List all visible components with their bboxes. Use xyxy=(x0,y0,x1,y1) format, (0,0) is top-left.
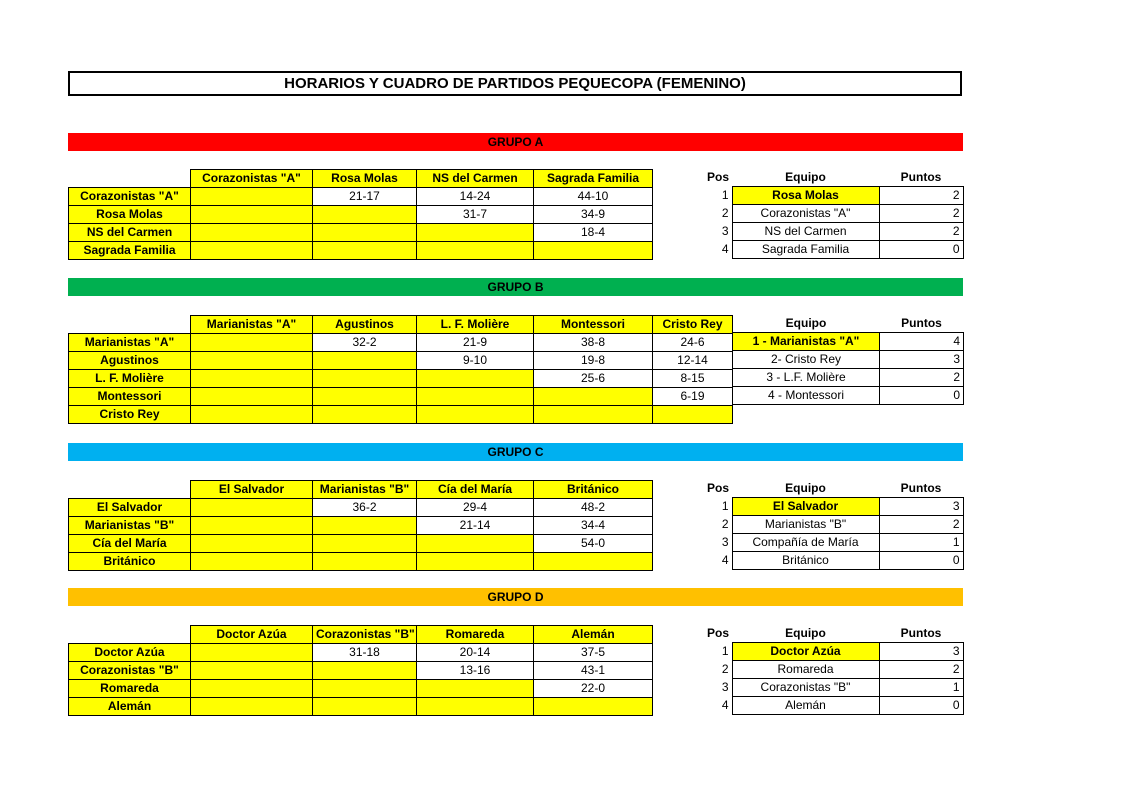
row-header: L. F. Molière xyxy=(69,370,191,388)
result-cell: 32-2 xyxy=(313,334,417,352)
pos-cell: 2 xyxy=(672,661,732,679)
group-a-band: GRUPO A xyxy=(68,133,963,151)
table-row xyxy=(69,698,653,716)
table-row xyxy=(672,205,963,223)
table-row xyxy=(672,223,963,241)
pos-cell: 2 xyxy=(672,516,732,534)
table-row xyxy=(69,242,653,260)
result-cell xyxy=(417,553,534,571)
result-cell xyxy=(191,644,313,662)
team-cell: Sagrada Familia xyxy=(732,241,879,259)
group-d-standings-table xyxy=(672,625,964,715)
table-row xyxy=(69,206,653,224)
group-b-standings-table xyxy=(732,315,964,405)
points-cell: 3 xyxy=(879,498,963,516)
team-cell: El Salvador xyxy=(732,498,879,516)
pos-cell: 4 xyxy=(672,552,732,570)
result-cell xyxy=(534,698,653,716)
table-row xyxy=(69,224,653,242)
points-cell: 0 xyxy=(879,241,963,259)
points-cell: 2 xyxy=(879,661,963,679)
result-cell: 9-10 xyxy=(417,352,534,370)
column-header: Sagrada Familia xyxy=(534,170,653,188)
row-header: Sagrada Familia xyxy=(69,242,191,260)
table-row xyxy=(672,697,963,715)
table-row xyxy=(69,388,733,406)
column-header: L. F. Molière xyxy=(417,316,534,334)
team-header: Equipo xyxy=(785,316,827,330)
row-header: Doctor Azúa xyxy=(69,644,191,662)
result-cell: 19-8 xyxy=(534,352,653,370)
result-cell xyxy=(191,388,313,406)
points-header: Puntos xyxy=(901,316,942,330)
row-header: Rosa Molas xyxy=(69,206,191,224)
row-header: Marianistas "A" xyxy=(69,334,191,352)
pos-cell: 4 xyxy=(672,697,732,715)
table-row xyxy=(69,517,653,535)
column-header: Británico xyxy=(534,481,653,499)
pos-header: Pos xyxy=(706,481,729,496)
result-cell xyxy=(534,388,653,406)
result-cell xyxy=(313,553,417,571)
column-header: Corazonistas "A" xyxy=(191,170,313,188)
result-cell xyxy=(313,242,417,260)
result-cell xyxy=(417,680,534,698)
result-cell: 31-18 xyxy=(313,644,417,662)
column-header: Marianistas "A" xyxy=(191,316,313,334)
points-header: Puntos xyxy=(900,170,942,184)
result-cell: 22-0 xyxy=(534,680,653,698)
group-c-standings-table xyxy=(672,480,964,570)
column-header: El Salvador xyxy=(191,481,313,499)
result-cell: 36-2 xyxy=(313,499,417,517)
result-cell xyxy=(313,680,417,698)
table-row xyxy=(672,516,963,534)
group-b-results-table xyxy=(68,315,733,424)
points-cell: 1 xyxy=(879,679,963,697)
result-cell xyxy=(313,206,417,224)
result-cell: 38-8 xyxy=(534,334,653,352)
column-header: Montessori xyxy=(534,316,653,334)
result-cell xyxy=(417,406,534,424)
result-cell xyxy=(534,406,653,424)
group-b-band: GRUPO B xyxy=(68,278,963,296)
team-cell: Británico xyxy=(732,552,879,570)
row-header: Corazonistas "B" xyxy=(69,662,191,680)
team-cell: Compañía de María xyxy=(732,534,879,552)
result-cell xyxy=(191,517,313,535)
points-cell: 0 xyxy=(879,697,963,715)
table-row xyxy=(69,644,653,662)
team-cell: Romareda xyxy=(732,661,879,679)
points-cell: 1 xyxy=(879,534,963,552)
result-cell xyxy=(191,698,313,716)
result-cell xyxy=(191,242,313,260)
result-cell: 29-4 xyxy=(417,499,534,517)
column-header: Romareda xyxy=(417,626,534,644)
column-header: Agustinos xyxy=(313,316,417,334)
team-header: Equipo xyxy=(785,481,826,495)
result-cell: 20-14 xyxy=(417,644,534,662)
points-cell: 3 xyxy=(880,351,964,369)
team-cell: Corazonistas "B" xyxy=(732,679,879,697)
result-cell: 44-10 xyxy=(534,188,653,206)
result-cell: 18-4 xyxy=(534,224,653,242)
result-cell: 31-7 xyxy=(417,206,534,224)
table-row xyxy=(69,680,653,698)
result-cell: 12-14 xyxy=(653,352,733,370)
result-cell xyxy=(191,406,313,424)
table-row xyxy=(672,187,963,205)
table-row xyxy=(69,188,653,206)
team-header: Equipo xyxy=(785,170,826,184)
table-row xyxy=(69,352,733,370)
result-cell: 21-17 xyxy=(313,188,417,206)
column-header: Corazonistas "B" xyxy=(313,626,417,644)
result-cell: 8-15 xyxy=(653,370,733,388)
result-cell: 43-1 xyxy=(534,662,653,680)
column-header: Cristo Rey xyxy=(653,316,733,334)
result-cell: 13-16 xyxy=(417,662,534,680)
points-cell: 2 xyxy=(880,369,964,387)
pos-cell: 2 xyxy=(672,205,732,223)
result-cell xyxy=(191,334,313,352)
result-cell xyxy=(313,698,417,716)
row-header: Marianistas "B" xyxy=(69,517,191,535)
row-header: El Salvador xyxy=(69,499,191,517)
team-cell: 4 - Montessori xyxy=(733,387,880,405)
table-row xyxy=(733,369,964,387)
result-cell xyxy=(313,352,417,370)
result-cell xyxy=(653,406,733,424)
row-header: Agustinos xyxy=(69,352,191,370)
group-d-results-table xyxy=(68,625,653,716)
points-header: Puntos xyxy=(900,481,942,495)
table-row xyxy=(672,241,963,259)
result-cell xyxy=(191,352,313,370)
pos-cell: 3 xyxy=(672,679,732,697)
group-c-results-table xyxy=(68,480,653,571)
pos-cell: 1 xyxy=(672,187,732,205)
table-row xyxy=(69,499,653,517)
result-cell xyxy=(313,388,417,406)
result-cell xyxy=(534,242,653,260)
points-header: Puntos xyxy=(900,626,942,640)
column-header: NS del Carmen xyxy=(417,170,534,188)
team-header: Equipo xyxy=(785,626,826,640)
result-cell xyxy=(191,535,313,553)
pos-header: Pos xyxy=(706,170,729,185)
team-cell: 2- Cristo Rey xyxy=(733,351,880,369)
result-cell xyxy=(417,388,534,406)
team-cell: NS del Carmen xyxy=(732,223,879,241)
table-row xyxy=(69,662,653,680)
result-cell: 37-5 xyxy=(534,644,653,662)
pos-cell: 3 xyxy=(672,534,732,552)
column-header: Alemán xyxy=(534,626,653,644)
result-cell: 21-9 xyxy=(417,334,534,352)
table-row xyxy=(69,370,733,388)
team-cell: 3 - L.F. Molière xyxy=(733,369,880,387)
points-cell: 4 xyxy=(880,333,964,351)
table-row xyxy=(672,643,963,661)
team-cell: Rosa Molas xyxy=(732,187,879,205)
points-cell: 2 xyxy=(879,223,963,241)
result-cell xyxy=(191,206,313,224)
team-cell: Corazonistas "A" xyxy=(732,205,879,223)
result-cell: 24-6 xyxy=(653,334,733,352)
row-header: Montessori xyxy=(69,388,191,406)
table-row xyxy=(69,406,733,424)
column-header: Marianistas "B" xyxy=(313,481,417,499)
result-cell: 14-24 xyxy=(417,188,534,206)
table-row xyxy=(672,498,963,516)
column-header: Rosa Molas xyxy=(313,170,417,188)
row-header: Romareda xyxy=(69,680,191,698)
result-cell xyxy=(191,224,313,242)
result-cell xyxy=(313,406,417,424)
result-cell xyxy=(417,535,534,553)
result-cell xyxy=(191,680,313,698)
points-cell: 2 xyxy=(879,516,963,534)
table-row xyxy=(733,387,964,405)
points-cell: 2 xyxy=(879,205,963,223)
result-cell xyxy=(313,662,417,680)
pos-cell: 1 xyxy=(672,498,732,516)
result-cell: 48-2 xyxy=(534,499,653,517)
points-cell: 3 xyxy=(879,643,963,661)
table-row xyxy=(69,535,653,553)
table-row xyxy=(69,334,733,352)
pos-cell: 4 xyxy=(672,241,732,259)
row-header: Alemán xyxy=(69,698,191,716)
points-cell: 0 xyxy=(880,387,964,405)
result-cell xyxy=(191,662,313,680)
table-row xyxy=(672,552,963,570)
result-cell: 6-19 xyxy=(653,388,733,406)
result-cell xyxy=(417,698,534,716)
result-cell: 34-9 xyxy=(534,206,653,224)
result-cell xyxy=(534,553,653,571)
page-title: HORARIOS Y CUADRO DE PARTIDOS PEQUECOPA (FEMENINO) xyxy=(68,71,962,96)
row-header: Cristo Rey xyxy=(69,406,191,424)
result-cell: 34-4 xyxy=(534,517,653,535)
team-cell: Alemán xyxy=(732,697,879,715)
column-header: Doctor Azúa xyxy=(191,626,313,644)
points-cell: 2 xyxy=(879,187,963,205)
result-cell xyxy=(313,370,417,388)
result-cell xyxy=(313,224,417,242)
group-a-results-table xyxy=(68,169,653,260)
result-cell xyxy=(417,224,534,242)
row-header: Cía del María xyxy=(69,535,191,553)
row-header: Corazonistas "A" xyxy=(69,188,191,206)
group-c-band: GRUPO C xyxy=(68,443,963,461)
result-cell: 25-6 xyxy=(534,370,653,388)
table-row xyxy=(733,351,964,369)
result-cell xyxy=(417,242,534,260)
table-row xyxy=(672,534,963,552)
group-d-band: GRUPO D xyxy=(68,588,963,606)
table-row xyxy=(69,553,653,571)
group-a-standings-table xyxy=(672,169,964,259)
points-cell: 0 xyxy=(879,552,963,570)
table-row xyxy=(672,661,963,679)
result-cell xyxy=(313,535,417,553)
team-cell: 1 - Marianistas "A" xyxy=(733,333,880,351)
result-cell xyxy=(417,370,534,388)
pos-header: Pos xyxy=(706,626,729,641)
team-cell: Marianistas "B" xyxy=(732,516,879,534)
result-cell xyxy=(191,553,313,571)
column-header: Cía del María xyxy=(417,481,534,499)
result-cell xyxy=(191,370,313,388)
pos-cell: 1 xyxy=(672,643,732,661)
team-cell: Doctor Azúa xyxy=(732,643,879,661)
row-header: Británico xyxy=(69,553,191,571)
result-cell: 21-14 xyxy=(417,517,534,535)
table-row xyxy=(733,333,964,351)
row-header: NS del Carmen xyxy=(69,224,191,242)
pos-cell: 3 xyxy=(672,223,732,241)
result-cell xyxy=(313,517,417,535)
result-cell xyxy=(191,188,313,206)
result-cell: 54-0 xyxy=(534,535,653,553)
result-cell xyxy=(191,499,313,517)
table-row xyxy=(672,679,963,697)
